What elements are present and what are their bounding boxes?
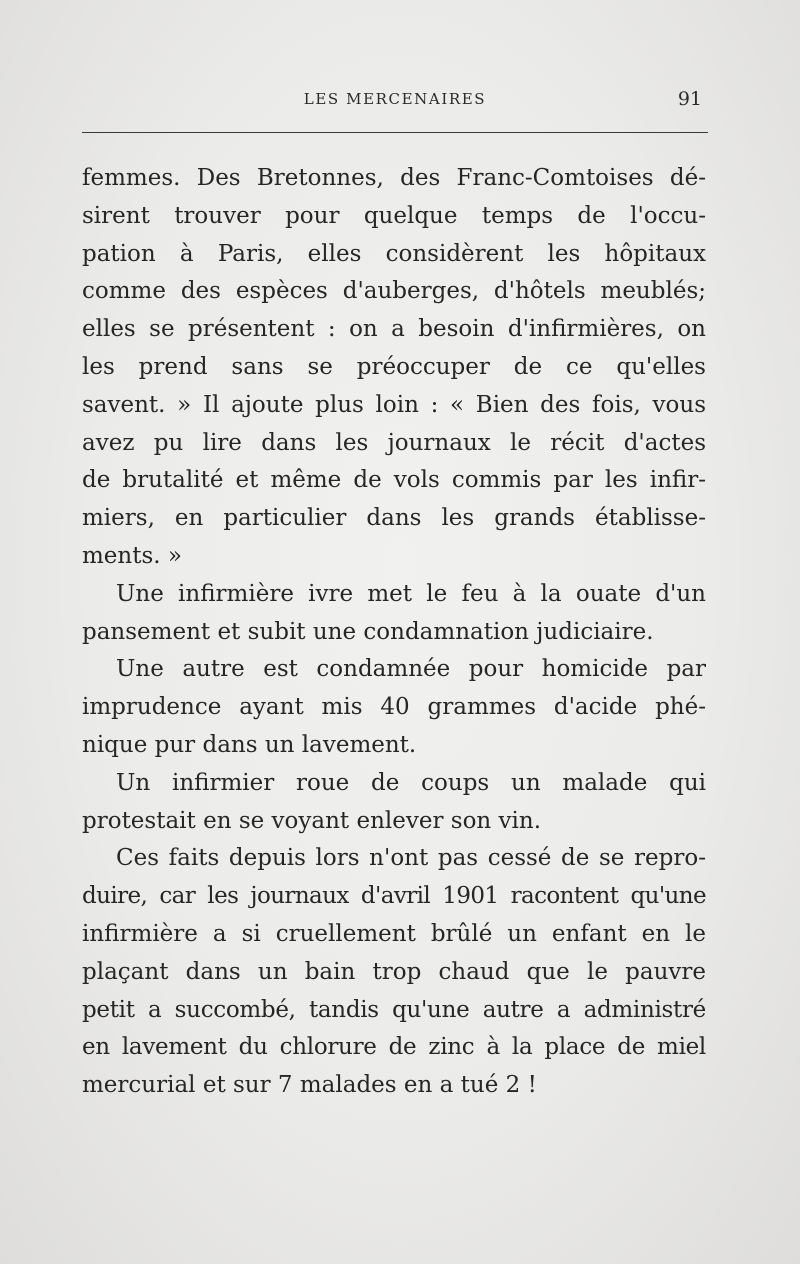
text-line: avez pu lire dans les journaux le récit d'actes bbox=[82, 429, 706, 456]
header-rule bbox=[82, 132, 708, 133]
text-line: pansement et subit une condamnation judiciaire. bbox=[82, 618, 654, 645]
text-line: mercurial et sur 7 malades en a tué 2 ! bbox=[82, 1072, 537, 1099]
text-line: comme des espèces d'auberges, d'hôtels meublés; bbox=[82, 278, 706, 305]
text-line: petit a succombé, tandis qu'une autre a administré bbox=[82, 996, 706, 1023]
text-line: imprudence ayant mis 40 grammes d'acide phé- bbox=[82, 694, 706, 721]
text-line: savent. » Il ajoute plus loin : « Bien des fois, vous bbox=[82, 391, 706, 418]
running-head bbox=[82, 88, 708, 118]
text-line: femmes. Des Bretonnes, des Franc-Comtoises dé- bbox=[82, 165, 706, 191]
text-line: miers, en particulier dans les grands établisse- bbox=[82, 505, 706, 532]
text-line: nique pur dans un lavement. bbox=[82, 731, 417, 758]
text-line: infirmière a si cruellement brûlé un enfant en le bbox=[82, 920, 706, 947]
page-number: 91 bbox=[677, 88, 702, 110]
text-line: elles se présentent : on a besoin d'infirmières, on bbox=[82, 316, 706, 343]
text-line: Une infirmière ivre met le feu à la ouate d'un bbox=[116, 580, 706, 607]
text-line: pation à Paris, elles considèrent les hôpitaux bbox=[82, 240, 706, 267]
text-line: ments. » bbox=[82, 542, 182, 569]
text-line: duire, car les journaux d'avril 1901 racontent qu'une bbox=[82, 883, 706, 910]
text-line: de brutalité et même de vols commis par les infir- bbox=[82, 467, 706, 494]
running-title: LES MERCENAIRES bbox=[303, 90, 487, 108]
text-line: les prend sans se préoccuper de ce qu'elles bbox=[82, 353, 706, 380]
text-line: Une autre est condamnée pour homicide par bbox=[116, 656, 706, 683]
text-line: en lavement du chlorure de zinc à la place de miel bbox=[82, 1034, 706, 1061]
text-line: protestait en se voyant enlever son vin. bbox=[82, 807, 542, 834]
text-line: sirent trouver pour quelque temps de l'occu- bbox=[82, 202, 706, 229]
body-text bbox=[82, 160, 706, 1105]
text-line: Un infirmier roue de coups un malade qui bbox=[116, 769, 706, 796]
text-line: plaçant dans un bain trop chaud que le pauvre bbox=[82, 958, 706, 985]
text-line: Ces faits depuis lors n'ont pas cessé de se repro- bbox=[116, 845, 706, 872]
